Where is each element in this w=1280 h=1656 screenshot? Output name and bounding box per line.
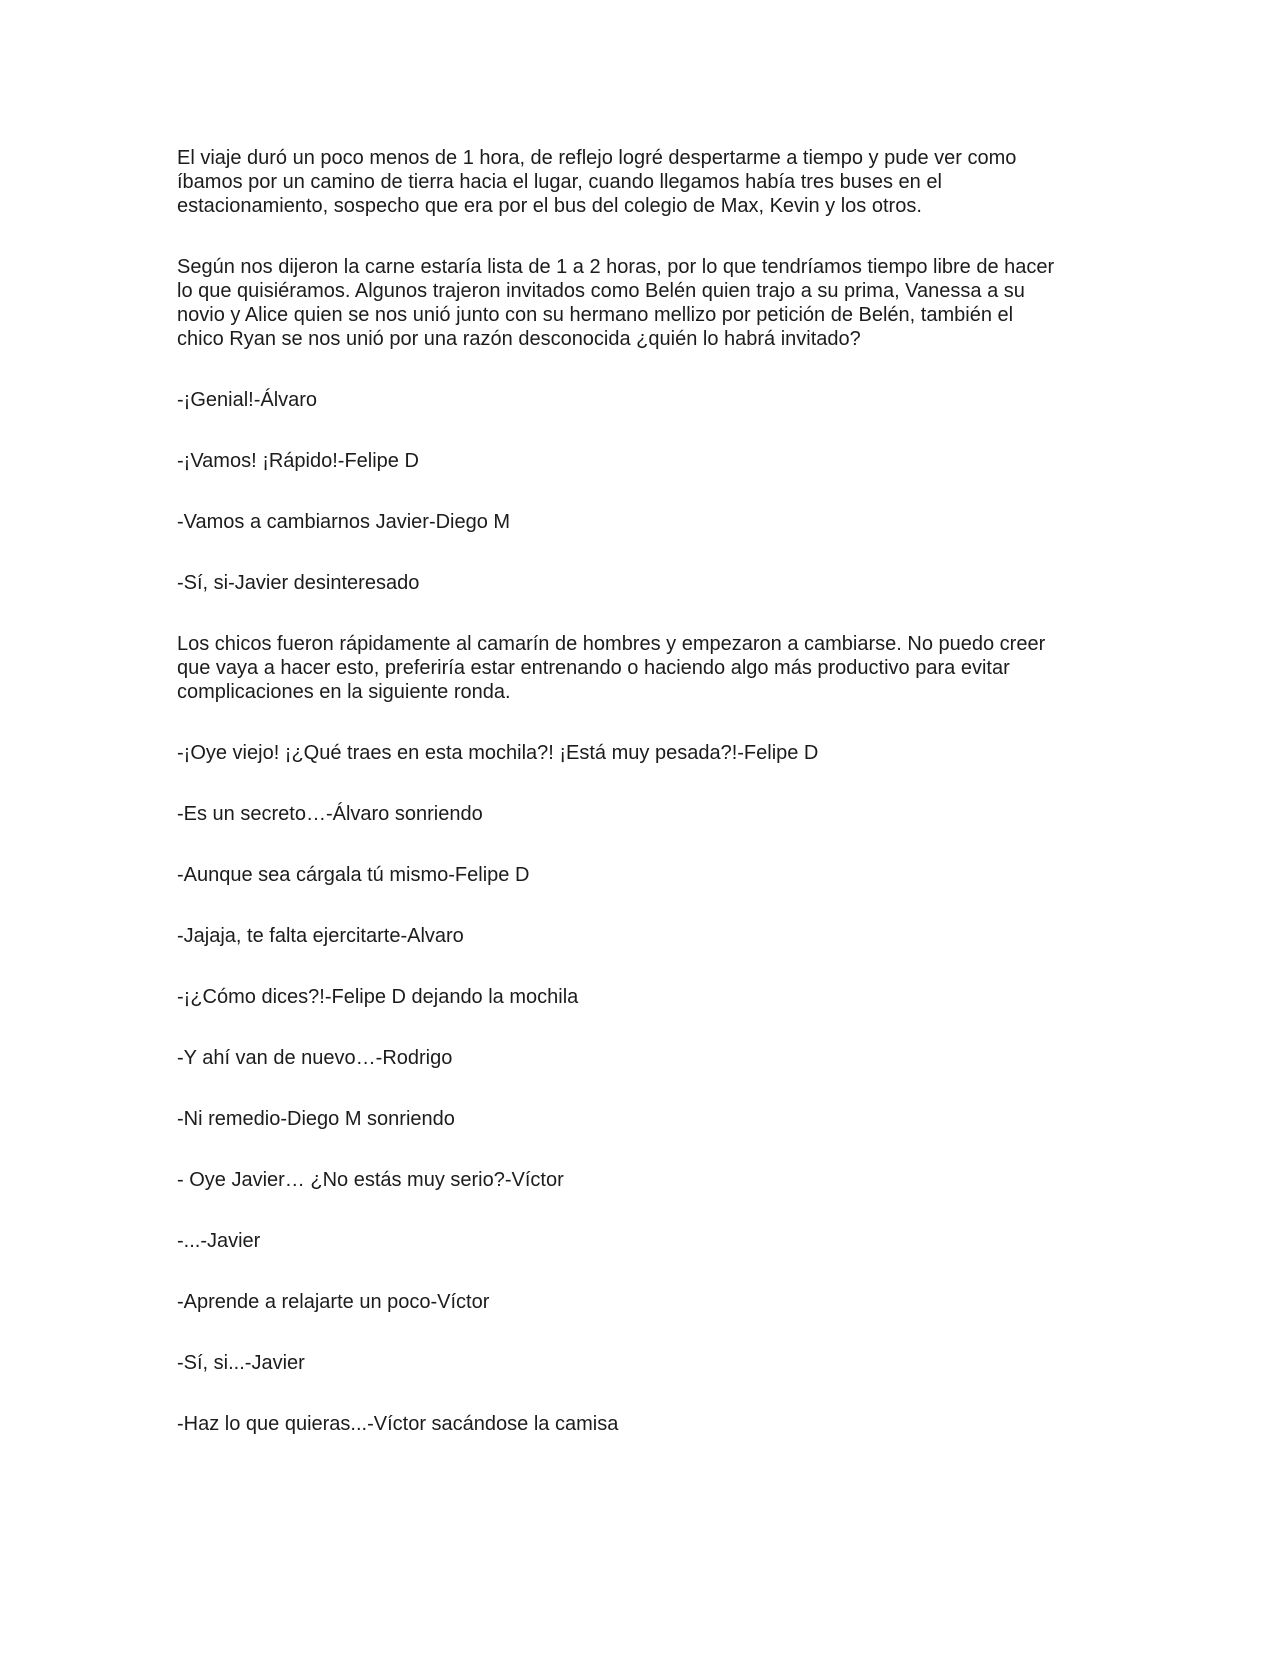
dialogue-line: -¡¿Cómo dices?!-Felipe D dejando la mochila [177,986,579,1008]
dialogue-line: -Sí, si-Javier desinteresado [177,572,420,594]
dialogue-line: - Oye Javier… ¿No estás muy serio?-Víctor [177,1169,564,1191]
dialogue-line: -¡Vamos! ¡Rápido!-Felipe D [177,450,419,472]
dialogue-line: -¡Oye viejo! ¡¿Qué traes en esta mochila?! ¡Está muy pesada?!-Felipe D [177,742,819,764]
document-body [177,146,1107,1473]
dialogue-line: -Vamos a cambiarnos Javier-Diego M [177,511,511,533]
narration-paragraph: El viaje duró un poco menos de 1 hora, de reflejo logré despertarme a tiempo y pude ver como íbamos por un camino de tierra hacia el lugar, cuando llegamos había tres buses en el estacionamiento, sospecho que era por el bus del colegio de Max, Kevin y los otros. [177,147,1017,217]
dialogue-line: -...-Javier [177,1230,261,1252]
dialogue-line: -Aunque sea cárgala tú mismo-Felipe D [177,864,530,886]
dialogue-line: -Es un secreto…-Álvaro sonriendo [177,803,483,825]
dialogue-line: -Jajaja, te falta ejercitarte-Alvaro [177,925,464,947]
dialogue-line: -¡Genial!-Álvaro [177,389,318,411]
narration-paragraph: Los chicos fueron rápidamente al camarín de hombres y empezaron a cambiarse. No puedo creer que vaya a hacer esto, preferiría estar entrenando o haciendo algo más productivo para evitar complicaciones en la siguiente ronda. [177,633,1046,703]
dialogue-line: -Y ahí van de nuevo…-Rodrigo [177,1047,453,1069]
dialogue-line: -Haz lo que quieras...-Víctor sacándose la camisa [177,1413,619,1435]
dialogue-line: -Aprende a relajarte un poco-Víctor [177,1291,490,1313]
narration-paragraph: Según nos dijeron la carne estaría lista de 1 a 2 horas, por lo que tendríamos tiempo libre de hacer lo que quisiéramos. Algunos trajeron invitados como Belén quien trajo a su prima, Vanessa a su novio y Alice quien se nos unió junto con su hermano mellizo por petición de Belén, también el chico Ryan se nos unió por una razón desconocida ¿quién lo habrá invitado? [177,256,1055,350]
dialogue-line: -Sí, si...-Javier [177,1352,305,1374]
dialogue-line: -Ni remedio-Diego M sonriendo [177,1108,455,1130]
